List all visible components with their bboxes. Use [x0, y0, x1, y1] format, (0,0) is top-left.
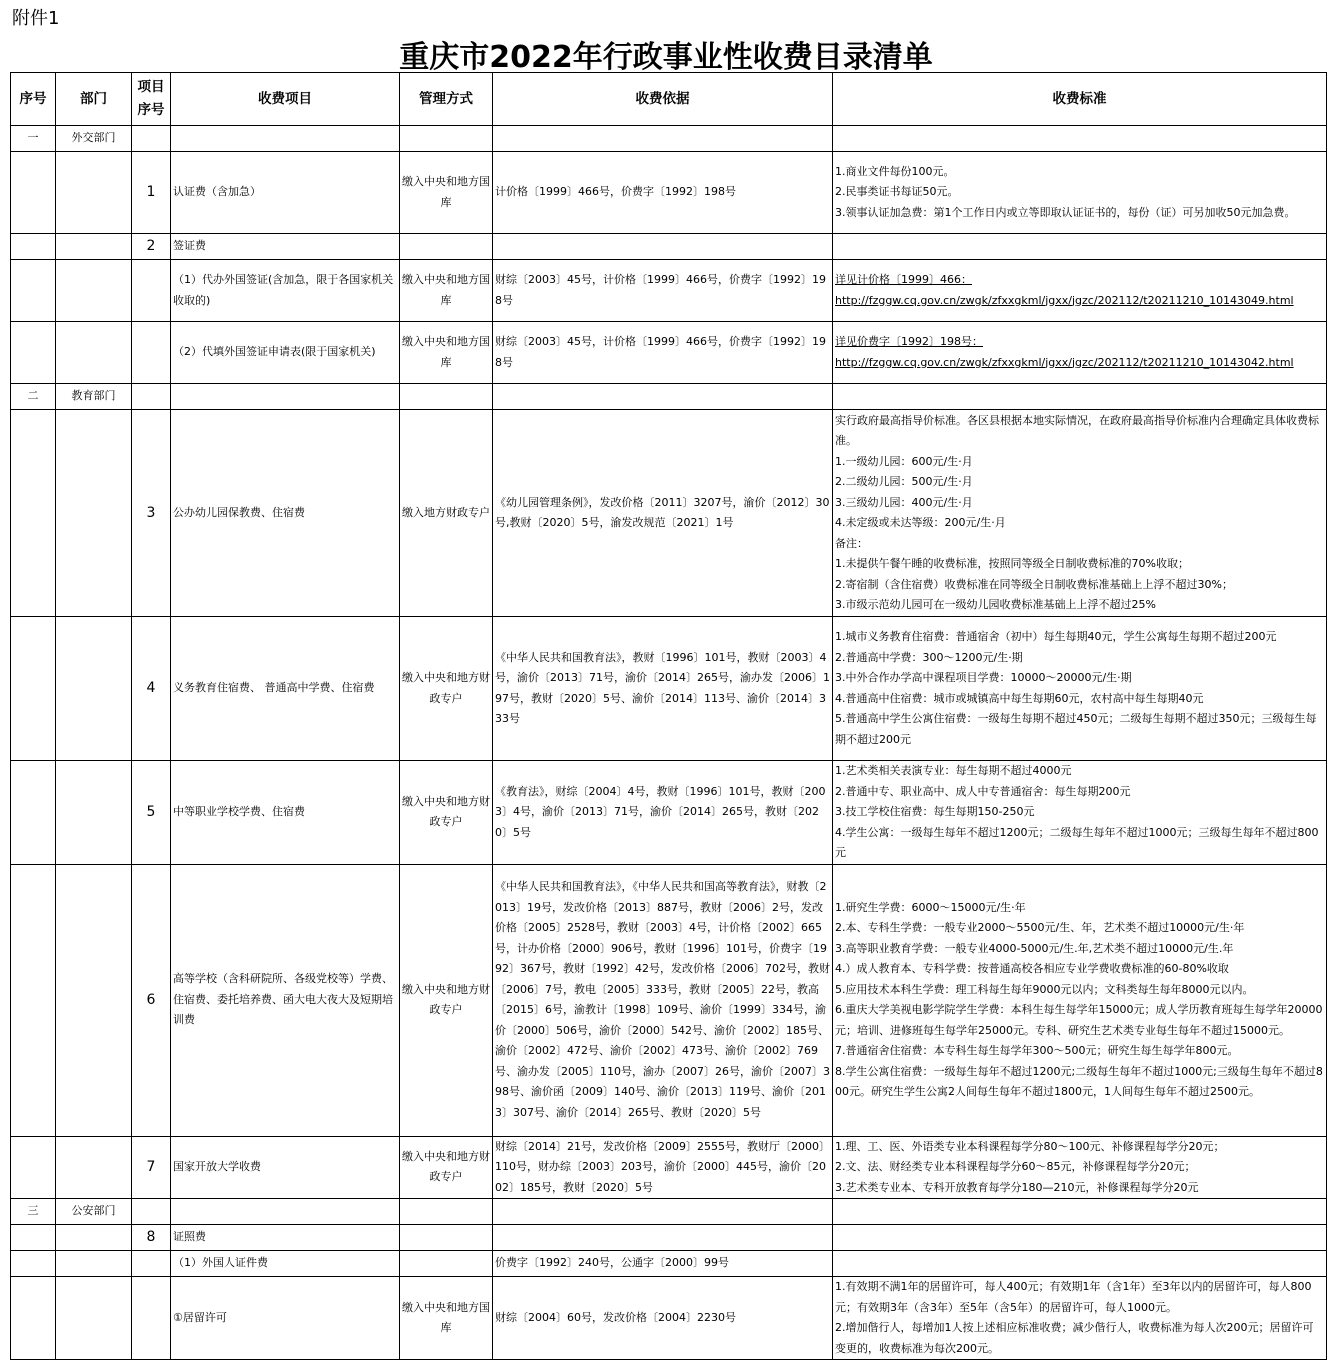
cell-basis: 《教育法》，财综〔2004〕4号，教财〔1996〕101号，教财〔2003〕4号，渝价〔2013〕71号，渝价〔2014〕265号，教财〔2020〕5号	[493, 761, 833, 865]
page-title: 重庆市2022年行政事业性收费目录清单	[399, 40, 933, 75]
standard-line: 3.三级幼儿园：400元/生·月	[835, 495, 973, 509]
standard-line: 4.普通高中住宿费：城市或城镇高中每生每期60元，农村高中每生每期40元	[835, 691, 1204, 705]
standard-line: 3.技工学校住宿费：每生每期150-250元	[835, 805, 1035, 818]
header-item: 收费项目	[171, 73, 400, 126]
cell-item: （2）代填外国签证申请表(限于国家机关)	[171, 322, 400, 384]
cell-mgmt	[400, 1199, 493, 1225]
cell-seq	[11, 152, 56, 234]
cell-basis: 《幼儿园管理条例》，发改价格〔2011〕3207号，渝价〔2012〕30号,教财〔2020〕5号，渝发改规范〔2021〕1号	[493, 410, 833, 617]
table-row	[11, 1225, 1327, 1251]
cell-mgmt	[400, 234, 493, 260]
cell-mgmt: 缴入中央和地方国库	[400, 322, 493, 384]
table-row	[11, 761, 1327, 865]
cell-seq: 二	[11, 384, 56, 410]
cell-item: 中等职业学校学费、住宿费	[171, 761, 400, 865]
cell-basis	[493, 126, 833, 152]
standard-line: 3.中外合作办学高中课程项目学费：10000～20000元/生·期	[835, 671, 1132, 684]
cell-standard	[833, 617, 1327, 761]
reference-link[interactable]: http://fzggw.cq.gov.cn/zwgk/zfxxgkml/jgxx/jgzc/202112/t20211210_10143042.html	[835, 355, 1294, 369]
cell-dept: 外交部门	[56, 126, 132, 152]
cell-item-seq	[132, 260, 171, 322]
cell-seq: 三	[11, 1199, 56, 1225]
cell-item-seq: 7	[132, 1136, 171, 1199]
cell-standard	[833, 864, 1327, 1136]
cell-seq	[11, 761, 56, 865]
standard-line: 3.领事认证加急费：第1个工作日内或立等即取认证证书的，每份（证）可另加收50元加急费。	[835, 205, 1296, 219]
cell-standard	[833, 234, 1327, 260]
cell-mgmt: 缴入中央和地方国库	[400, 1277, 493, 1360]
cell-mgmt: 缴入中央和地方财政专户	[400, 617, 493, 761]
cell-item-seq: 5	[132, 761, 171, 865]
standard-line: 2.本、专科生学费：一般专业2000～5500元/生、年，艺术类不超过10000元/生·年	[835, 921, 1245, 934]
standard-line: 备注：	[835, 536, 868, 550]
standard-line: 1.理、工、医、外语类专业本科课程每学分80～100元、补修课程每学分20元；	[835, 1139, 1225, 1153]
header-row	[11, 73, 1327, 126]
cell-seq	[11, 410, 56, 617]
cell-basis	[493, 234, 833, 260]
table-row	[11, 1277, 1327, 1360]
cell-dept	[56, 1251, 132, 1277]
cell-basis: 财综〔2003〕45号，计价格〔1999〕466号，价费字〔1992〕198号	[493, 260, 833, 322]
cell-dept	[56, 1136, 132, 1199]
table-row	[11, 1251, 1327, 1277]
cell-item-seq	[132, 126, 171, 152]
cell-basis: 财综〔2004〕60号，发改价格〔2004〕2230号	[493, 1277, 833, 1360]
header-standard: 收费标准	[833, 73, 1327, 126]
standard-line: 2.民事类证书每证50元。	[835, 185, 959, 199]
standard-line: 1.未提供午餐午睡的收费标准，按照同等级全日制收费标准的70%收取；	[835, 557, 1189, 570]
cell-mgmt: 缴入中央和地方财政专户	[400, 1136, 493, 1199]
standard-line: 2.增加偕行人，每增加1人按上述相应标准收费；减少偕行人，收费标准为每人次200元；居留许可变更的，收费标准为每次200元。	[835, 1321, 1314, 1355]
table-row	[11, 864, 1327, 1136]
cell-item-seq	[132, 384, 171, 410]
cell-seq	[11, 864, 56, 1136]
standard-line: 4.未定级或未达等级：200元/生·月	[835, 516, 1006, 529]
table-row	[11, 152, 1327, 234]
standard-line: 2.文、法、财经类专业本科课程每学分60～85元，补修课程每学分20元；	[835, 1160, 1196, 1173]
cell-dept: 教育部门	[56, 384, 132, 410]
cell-dept	[56, 260, 132, 322]
cell-item-seq: 8	[132, 1225, 171, 1251]
cell-standard	[833, 1277, 1327, 1360]
cell-dept	[56, 761, 132, 865]
cell-mgmt: 缴入中央和地方国库	[400, 260, 493, 322]
header-mgmt: 管理方式	[400, 73, 493, 126]
cell-mgmt: 缴入地方财政专户	[400, 410, 493, 617]
cell-basis	[493, 384, 833, 410]
reference-link-label[interactable]: 详见价费字〔1992〕198号：	[835, 335, 983, 348]
standard-line: 2.普通中专、职业高中、成人中专普通宿舍：每生每期200元	[835, 784, 1131, 798]
cell-standard	[833, 761, 1327, 865]
cell-basis: 《中华人民共和国教育法》，教财〔1996〕101号，教财〔2003〕4号，渝价〔2013〕71号，渝价〔2014〕265号，渝办发〔2006〕197号，教财〔2020〕5号、渝价〔2014〕113号、渝价〔2014〕333号	[493, 617, 833, 761]
standard-line: 3.艺术类专业本、专科开放教育每学分180—210元，补修课程每学分20元	[835, 1180, 1199, 1194]
standard-line: 实行政府最高指导价标准。各区县根据本地实际情况，在政府最高指导价标准内合理确定具体收费标准。	[835, 413, 1319, 447]
table-row	[11, 1136, 1327, 1199]
table-row	[11, 260, 1327, 322]
standard-line: 5.应用技术本科生学费：理工科每生每年9000元以内；文科类每生每年8000元以内。	[835, 982, 1254, 996]
cell-dept	[56, 1277, 132, 1360]
standard-line: 1.艺术类相关表演专业：每生每期不超过4000元	[835, 764, 1072, 777]
cell-item-seq: 4	[132, 617, 171, 761]
standard-line: 3.高等职业教育学费：一般专业4000-5000元/生.年,艺术类不超过10000元/生.年	[835, 941, 1234, 955]
cell-dept	[56, 322, 132, 384]
cell-standard	[833, 1225, 1327, 1251]
table-row	[11, 234, 1327, 260]
standard-line: 4.学生公寓：一级每生每年不超过1200元；二级每生每年不超过1000元；三级每生每年不超过800元	[835, 825, 1319, 859]
cell-item	[171, 384, 400, 410]
cell-dept	[56, 152, 132, 234]
table-row	[11, 617, 1327, 761]
standard-line: 8.学生公寓住宿费：一级每生每年不超过1200元;二级每生每年不超过1000元;三级每生每年不超过800元。研究生学生公寓2人间每生每年不超过1800元，1人间每生每年不超过2500元。	[835, 1064, 1323, 1098]
cell-standard	[833, 322, 1327, 384]
cell-basis: 财综〔2014〕21号，发改价格〔2009〕2555号，教财厅〔2000〕110号，财办综〔2003〕203号，渝价〔2000〕445号，渝价〔2002〕185号，教财〔2020〕5号	[493, 1136, 833, 1199]
cell-basis: 《中华人民共和国教育法》，《中华人民共和国高等教育法》，财教〔2013〕19号，发改价格〔2013〕887号，教财〔2006〕2号，发改价格〔2005〕2528号，教财〔2003〕4号，计价格〔2002〕665号，计办价格〔2000〕906号，教财〔1996〕101号，价费字〔1992〕367号，教财〔1992〕42号，发改价格〔2006〕702号，教财〔2006〕7号，教电〔2005〕333号，教财〔2005〕22号，教高〔2015〕6号，渝教计〔1998〕109号、渝价〔1999〕334号，渝价〔2000〕506号，渝价〔2000〕542号、渝价〔2002〕185号、渝价〔2002〕472号、渝价〔2002〕473号、渝价〔2002〕769号、渝办发〔2005〕110号，渝办〔2007〕26号，渝价〔2007〕398号、渝价函〔2009〕140号、渝价〔2013〕119号、渝价〔2013〕307号、渝价〔2014〕265号、教财〔2020〕5号	[493, 864, 833, 1136]
cell-seq	[11, 617, 56, 761]
cell-seq	[11, 322, 56, 384]
cell-dept: 公安部门	[56, 1199, 132, 1225]
cell-item-seq	[132, 1199, 171, 1225]
standard-line: 1.城市义务教育住宿费：普通宿舍（初中）每生每期40元，学生公寓每生每期不超过200元	[835, 630, 1277, 643]
cell-item-seq: 1	[132, 152, 171, 234]
table-row	[11, 126, 1327, 152]
cell-mgmt	[400, 1251, 493, 1277]
cell-dept	[56, 617, 132, 761]
standard-line: 2.普通高中学费：300～1200元/生·期	[835, 650, 1023, 664]
cell-item: 国家开放大学收费	[171, 1136, 400, 1199]
cell-mgmt	[400, 126, 493, 152]
cell-item-seq	[132, 1277, 171, 1360]
standard-line: 6.重庆大学美视电影学院学生学费：本科生每生每学年15000元；成人学历教育班每生每学年20000元；培训、进修班每生每学年25000元。专科、研究生艺术类专业每生每年不超过15000元。	[835, 1003, 1323, 1037]
cell-basis	[493, 1225, 833, 1251]
standard-line: 1.一级幼儿园：600元/生·月	[835, 454, 973, 468]
fee-table	[10, 72, 1327, 1360]
cell-seq	[11, 1136, 56, 1199]
cell-item-seq	[132, 322, 171, 384]
table-row	[11, 1199, 1327, 1225]
cell-basis: 价费字〔1992〕240号，公通字〔2000〕99号	[493, 1251, 833, 1277]
cell-standard	[833, 384, 1327, 410]
cell-basis	[493, 1199, 833, 1225]
cell-seq: 一	[11, 126, 56, 152]
cell-item-seq: 6	[132, 864, 171, 1136]
cell-seq	[11, 1251, 56, 1277]
standard-line: 4.）成人教育本、专科学费：按普通高校各相应专业学费收费标准的60-80%收取	[835, 962, 1229, 975]
cell-item: 义务教育住宿费、 普通高中学费、住宿费	[171, 617, 400, 761]
cell-item-seq	[132, 1251, 171, 1277]
cell-standard	[833, 152, 1327, 234]
cell-standard	[833, 260, 1327, 322]
cell-standard	[833, 410, 1327, 617]
standard-line: 1.研究生学费：6000～15000元/生·年	[835, 900, 1026, 914]
cell-basis: 计价格〔1999〕466号，价费字〔1992〕198号	[493, 152, 833, 234]
cell-mgmt	[400, 384, 493, 410]
cell-item: 认证费（含加急）	[171, 152, 400, 234]
cell-mgmt	[400, 1225, 493, 1251]
cell-dept	[56, 234, 132, 260]
table-row	[11, 322, 1327, 384]
cell-mgmt: 缴入中央和地方财政专户	[400, 761, 493, 865]
cell-item: 高等学校（含科研院所、各级党校等）学费、住宿费、委托培养费、函大电大夜大及短期培训费	[171, 864, 400, 1136]
cell-basis: 财综〔2003〕45号，计价格〔1999〕466号，价费字〔1992〕198号	[493, 322, 833, 384]
cell-item: 证照费	[171, 1225, 400, 1251]
cell-item: ①居留许可	[171, 1277, 400, 1360]
cell-item: 公办幼儿园保教费、住宿费	[171, 410, 400, 617]
cell-mgmt: 缴入中央和地方财政专户	[400, 864, 493, 1136]
header-basis: 收费依据	[493, 73, 833, 126]
header-item-seq: 项目 序号	[132, 73, 171, 126]
cell-seq	[11, 1277, 56, 1360]
table-row	[11, 410, 1327, 617]
cell-item-seq: 2	[132, 234, 171, 260]
cell-standard	[833, 1251, 1327, 1277]
standard-line: 5.普通高中学生公寓住宿费：一级每生每期不超过450元；二级每生每期不超过350元；三级每生每期不超过200元	[835, 712, 1317, 746]
cell-mgmt: 缴入中央和地方国库	[400, 152, 493, 234]
cell-standard	[833, 126, 1327, 152]
cell-dept	[56, 1225, 132, 1251]
cell-seq	[11, 260, 56, 322]
cell-item	[171, 126, 400, 152]
cell-seq	[11, 234, 56, 260]
standard-line: 1.有效期不满1年的居留许可，每人400元；有效期1年（含1年）至3年以内的居留许可，每人800元；有效期3年（含3年）至5年（含5年）的居留许可，每人1000元。	[835, 1280, 1312, 1314]
standard-line: 1.商业文件每份100元。	[835, 164, 955, 178]
header-seq: 序号	[11, 73, 56, 126]
cell-item: （1）外国人证件费	[171, 1251, 400, 1277]
cell-standard	[833, 1136, 1327, 1199]
reference-link[interactable]: http://fzggw.cq.gov.cn/zwgk/zfxxgkml/jgxx/jgzc/202112/t20211210_10143049.html	[835, 293, 1294, 307]
cell-standard	[833, 1199, 1327, 1225]
cell-seq	[11, 1225, 56, 1251]
reference-link-label[interactable]: 详见计价格〔1999〕466：	[835, 273, 972, 286]
standard-line: 7.普通宿舍住宿费：本专科生每生每学年300～500元；研究生每生每学年800元。	[835, 1044, 1239, 1057]
cell-item: 签证费	[171, 234, 400, 260]
standard-line: 2.寄宿制（含住宿费）收费标准在同等级全日制收费标准基础上上浮不超过30%；	[835, 577, 1233, 591]
table-body	[11, 126, 1327, 1360]
table-row	[11, 384, 1327, 410]
cell-item: （1）代办外国签证(含加急，限于各国家机关收取的)	[171, 260, 400, 322]
standard-line: 3.市级示范幼儿园可在一级幼儿园收费标准基础上上浮不超过25%	[835, 598, 1156, 611]
cell-item-seq: 3	[132, 410, 171, 617]
cell-dept	[56, 410, 132, 617]
cell-item	[171, 1199, 400, 1225]
standard-line: 2.二级幼儿园：500元/生·月	[835, 475, 973, 488]
attachment-label: 附件1	[12, 8, 60, 29]
header-dept: 部门	[56, 73, 132, 126]
cell-dept	[56, 864, 132, 1136]
